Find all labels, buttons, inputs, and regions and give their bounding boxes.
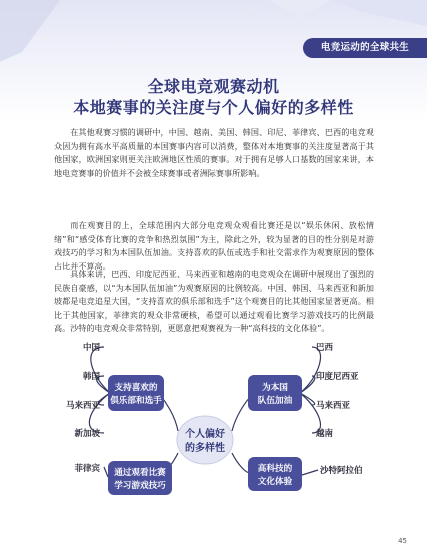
center-topic: [177, 416, 233, 464]
leaf-malaysia-right: 马来西亚: [316, 401, 351, 411]
page-title: 全球电竞观赛动机: [147, 77, 280, 96]
leaf-china: 中国: [82, 343, 100, 353]
page-subtitle: 本地赛事的关注度与个人偏好的多样性: [73, 98, 354, 117]
body-paragraph: 在其他观赛习惯的调研中，中国、越南、美国、韩国、印尼、菲律宾、巴西的电竞观众因为拥有高水平高质量的本国赛事内容可以消费，整体对本地赛事的关注度显著高于其他国家，欧洲国家则更关注欧洲地区性质的赛事。对于拥有足够人口基数的国家来讲，本地电竞赛事的价值并不会被全球赛事或者洲际赛事所影响。: [54, 127, 374, 178]
center-topic-line1: 个人偏好: [185, 429, 225, 440]
node-learn-skills-line2: 学习游戏技巧: [114, 481, 166, 491]
node-home-team-line1: 为本国: [262, 383, 288, 393]
leaf-saudi-arabia: 沙特阿拉伯: [320, 466, 363, 476]
leaf-philippines: 菲律宾: [74, 464, 100, 474]
body-paragraph: 而在观赛目的上，全球范围内大部分电竞观众观看比赛还是以“娱乐休闲、放松情绪”和“感受体育比赛的竞争和热烈氛围”为主，除此之外，较为显著的目的性分别是对游戏技巧的学习和为本国队伍加油。支持喜欢的队伍或选手和社交需求作为观赛原因的整体占比并不算高。: [54, 220, 374, 271]
center-topic-line2: 的多样性: [185, 443, 225, 454]
mind-map: [0, 335, 427, 510]
node-learn-skills-line1: 通过观看比赛: [114, 468, 166, 478]
leaf-singapore: 新加坡: [74, 429, 100, 439]
leaf-brazil: 巴西: [316, 343, 334, 353]
leaf-vietnam: 越南: [316, 429, 334, 439]
leaf-malaysia: 马来西亚: [65, 401, 100, 411]
page-number: 45: [398, 537, 407, 545]
leaf-indonesia: 印度尼西亚: [316, 372, 359, 382]
node-tech-culture-line1: 高科技的: [257, 464, 293, 474]
leaf-korea: 韩国: [82, 372, 100, 382]
node-tech-culture-line2: 文化体验: [257, 477, 293, 487]
node-home-team-line2: 队伍加油: [257, 396, 293, 406]
body-paragraph: 具体来讲，巴西、印度尼西亚、马来西亚和越南的电竞观众在调研中展现出了强烈的民族自豪感，以“为本国队伍加油”为观赛原因的比例较高。中国、韩国、马来西亚和新加坡都是电竞追星大国，“支持喜欢的俱乐部和选手”这个观赛目的比其他国家显著更高。相比于其他国家，菲律宾的观众非常硬核，希望可以通过观看比赛学习游戏技巧的比例最高。沙特的电竞观众非常特别，更愿意把观赛视为一种“高科技的文化体验”。: [54, 269, 374, 333]
node-support-club-line2: 俱乐部和选手: [110, 396, 162, 406]
node-support-club-line1: 支持喜欢的: [114, 383, 158, 393]
section-tab: 电竞运动的全球共生: [303, 38, 427, 58]
